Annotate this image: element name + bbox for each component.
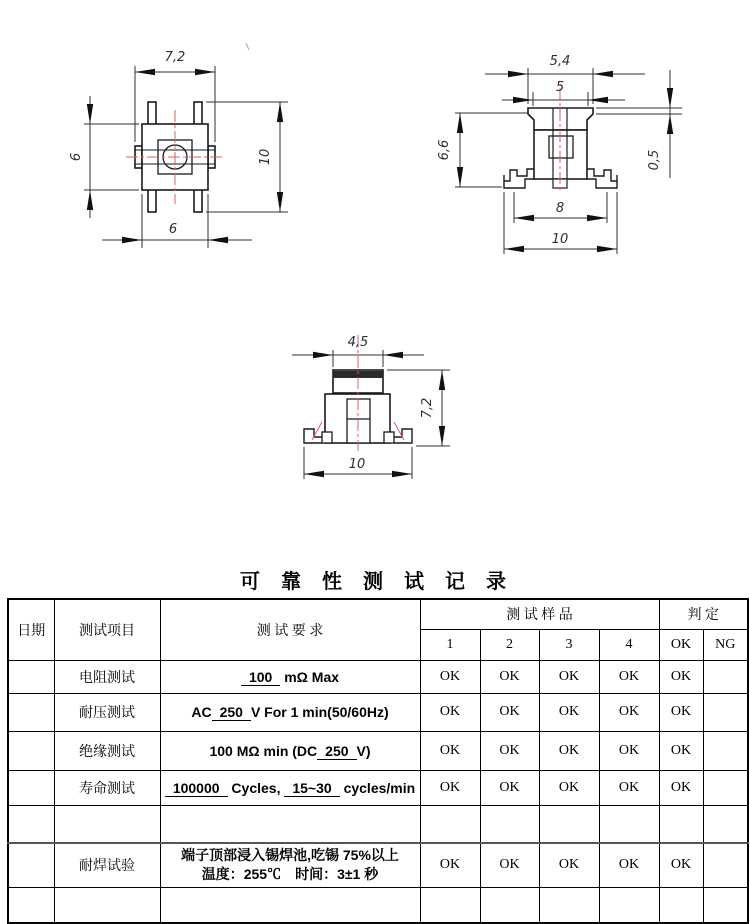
req-underlined-value: 250 <box>317 743 356 760</box>
front-view-drawing <box>270 325 460 485</box>
cell-sample-4: OK <box>599 770 659 805</box>
pin-bottom-right <box>194 188 202 212</box>
header-requirement: 测 试 要 求 <box>160 599 420 660</box>
dimension-label-left-height: 6 <box>69 152 84 162</box>
cell-requirement <box>160 770 420 805</box>
req-underlined-value: 100000 <box>165 780 228 797</box>
leg-tab-right <box>384 432 394 443</box>
cell-sample-4: OK <box>599 731 659 770</box>
reliability-test-table <box>7 598 749 924</box>
cell-date <box>8 693 54 731</box>
table-row-withstand-voltage <box>8 693 748 731</box>
cell-sample-3: OK <box>539 843 599 887</box>
dimension-label-height: 7,2 <box>420 397 435 419</box>
cell-test-item <box>54 805 160 843</box>
cell-ng <box>703 843 748 887</box>
cell-requirement <box>160 887 420 923</box>
req-text: mΩ Max <box>280 668 340 685</box>
req-text: V For 1 min(50/60Hz) <box>250 704 389 720</box>
pin-bottom-left <box>148 188 156 212</box>
cell-ng <box>703 805 748 843</box>
cell-test-item: 耐压测试 <box>54 693 160 731</box>
cell-sample-2: OK <box>480 770 539 805</box>
req-line-1: 端子顶部浸入锡焊池,吃锡 75%以上 <box>181 846 399 863</box>
cell-requirement <box>160 805 420 843</box>
cell-date <box>8 660 54 693</box>
table-row-empty-2 <box>8 887 748 923</box>
cell-sample-2: OK <box>480 693 539 731</box>
table-row-resistance <box>8 660 748 693</box>
side-view-drawing <box>430 30 750 260</box>
header-sample-2: 2 <box>480 629 539 660</box>
cell-ok: OK <box>659 660 703 693</box>
dimension-label-right-height: 10 <box>258 148 273 166</box>
req-line-2: 温度：255℃ 时间：3±1 秒 <box>201 866 379 883</box>
dimension-label-bottom-width: 6 <box>168 222 178 237</box>
dimension-label-foot-span: 8 <box>555 201 565 216</box>
cell-sample-3: OK <box>539 731 599 770</box>
pin-top-right <box>194 102 202 126</box>
cell-sample-3 <box>539 805 599 843</box>
cell-test-item: 耐焊试验 <box>54 843 160 887</box>
req-text: cycles/min <box>339 779 416 796</box>
cell-date <box>8 731 54 770</box>
cell-sample-1 <box>420 805 480 843</box>
header-ng: NG <box>703 629 748 660</box>
dimension-label-overall-width: 10 <box>551 232 569 247</box>
cell-sample-1: OK <box>420 770 480 805</box>
cell-ok: OK <box>659 731 703 770</box>
cell-date <box>8 887 54 923</box>
table-row-insulation <box>8 731 748 770</box>
cell-ng <box>703 693 748 731</box>
cell-sample-3 <box>539 887 599 923</box>
cell-sample-4 <box>599 887 659 923</box>
cell-sample-4: OK <box>599 693 659 731</box>
cell-sample-2: OK <box>480 731 539 770</box>
header-test-item: 测试项目 <box>54 599 160 660</box>
cell-sample-1 <box>420 887 480 923</box>
top-view-drawing <box>60 30 300 250</box>
cell-ok <box>659 805 703 843</box>
header-judgement: 判 定 <box>659 599 748 629</box>
cell-ok <box>659 887 703 923</box>
header-sample-1: 1 <box>420 629 480 660</box>
pin-top-left <box>148 102 156 126</box>
req-underlined-value: 250 <box>212 704 251 721</box>
cell-ok: OK <box>659 693 703 731</box>
cell-sample-1: OK <box>420 660 480 693</box>
stray-mark <box>246 43 249 50</box>
req-text: V) <box>356 742 371 759</box>
cell-requirement <box>160 731 420 770</box>
dimension-label-overall-width: 10 <box>348 457 366 472</box>
cell-sample-1: OK <box>420 731 480 770</box>
cell-ng <box>703 731 748 770</box>
req-underlined-value: 100 <box>241 669 280 686</box>
cell-sample-2: OK <box>480 843 539 887</box>
table-row-solderability <box>8 843 748 887</box>
dimension-label-body-height: 6,6 <box>437 139 452 161</box>
cell-requirement <box>160 843 420 887</box>
req-text: Cycles, <box>227 779 285 796</box>
req-underlined-value: 15~30 <box>284 780 339 797</box>
cell-sample-2: OK <box>480 660 539 693</box>
cell-requirement <box>160 693 420 731</box>
cell-date <box>8 770 54 805</box>
cell-ok: OK <box>659 770 703 805</box>
cell-ng <box>703 770 748 805</box>
dimension-label-cap-width: 4,5 <box>347 335 369 350</box>
cell-sample-3: OK <box>539 693 599 731</box>
header-sample-4: 4 <box>599 629 659 660</box>
cell-sample-2 <box>480 805 539 843</box>
cell-ng <box>703 887 748 923</box>
cell-test-item: 电阻测试 <box>54 660 160 693</box>
cell-test-item: 绝缘测试 <box>54 731 160 770</box>
cell-sample-4: OK <box>599 843 659 887</box>
dimension-label-cap-width: 5,4 <box>549 54 571 69</box>
cell-sample-4: OK <box>599 660 659 693</box>
header-sample-3: 3 <box>539 629 599 660</box>
table-row-life-test <box>8 770 748 805</box>
cell-date <box>8 843 54 887</box>
header-ok: OK <box>659 629 703 660</box>
cell-test-item: 寿命测试 <box>54 770 160 805</box>
leg-tab-left <box>322 432 332 443</box>
cell-sample-3: OK <box>539 660 599 693</box>
cell-sample-1: OK <box>420 693 480 731</box>
dimension-label-top-width: 7,2 <box>164 50 186 65</box>
cell-date <box>8 805 54 843</box>
cell-ok: OK <box>659 843 703 887</box>
cell-ng <box>703 660 748 693</box>
table-title: 可 靠 性 测 试 记 录 <box>240 571 514 593</box>
cell-sample-4 <box>599 805 659 843</box>
cell-requirement <box>160 660 420 693</box>
table-row-empty-1 <box>8 805 748 843</box>
header-samples: 测 试 样 品 <box>420 599 659 629</box>
cell-test-item <box>54 887 160 923</box>
dimension-label-lip-thickness: 0,5 <box>647 149 662 171</box>
cell-sample-3: OK <box>539 770 599 805</box>
req-text: AC <box>191 704 212 720</box>
header-row-1 <box>8 599 748 629</box>
cell-sample-1: OK <box>420 843 480 887</box>
req-text: 100 MΩ min (DC <box>209 742 318 759</box>
header-date: 日期 <box>8 599 54 660</box>
cell-sample-2 <box>480 887 539 923</box>
dimension-label-stem-width: 5 <box>555 80 565 95</box>
